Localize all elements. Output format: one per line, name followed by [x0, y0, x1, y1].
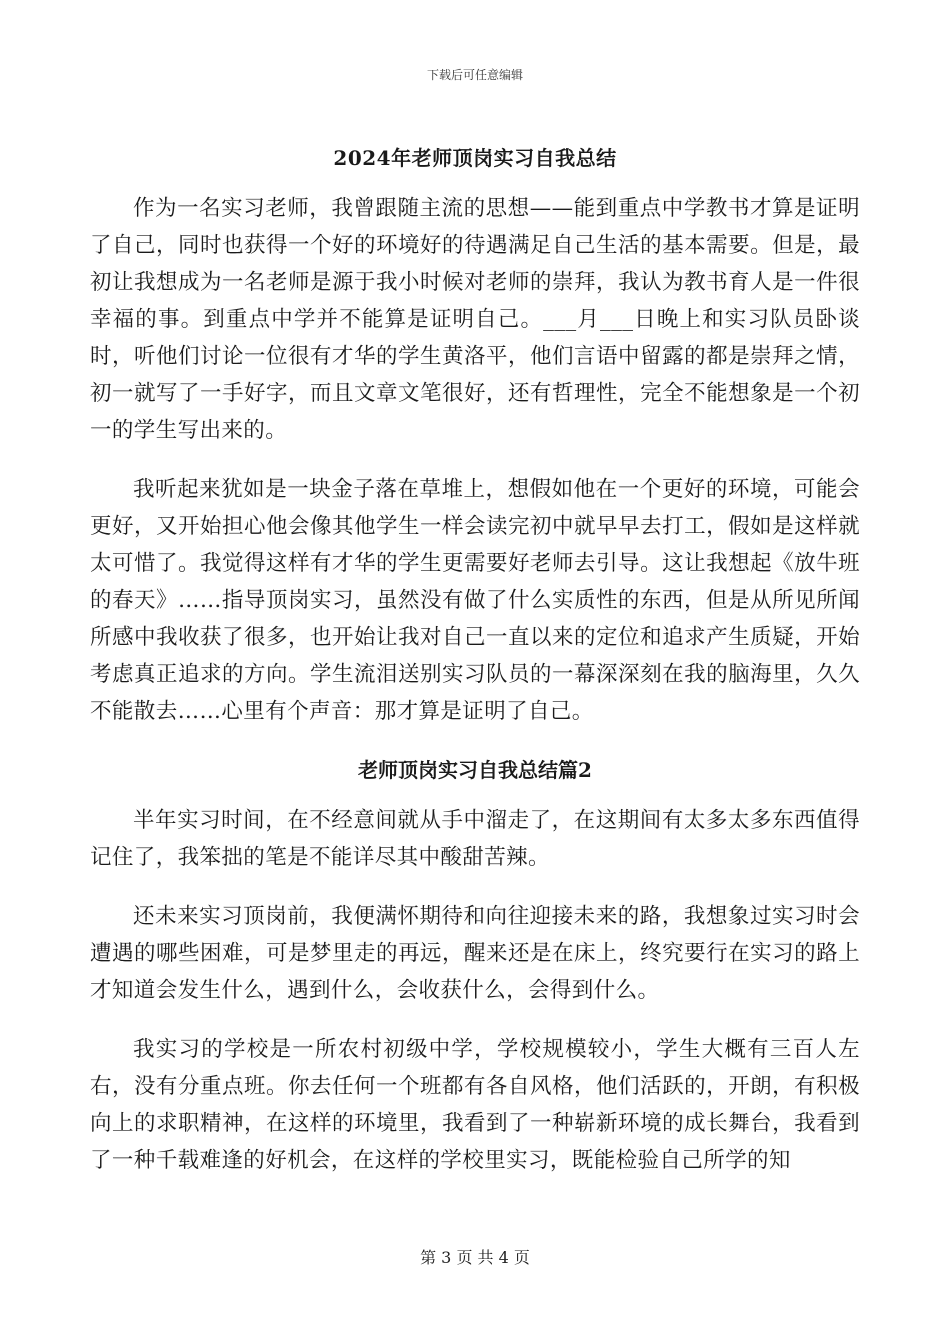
- document-title: 2024年老师顶岗实习自我总结: [333, 146, 617, 170]
- section-title: 老师顶岗实习自我总结篇2: [358, 758, 592, 782]
- paragraph: 半年实习时间，在不经意间就从手中溜走了，在这期间有太多太多东西值得记住了，我笨拙的笔是不能详尽其中酸甜苦辣。: [90, 808, 860, 870]
- paragraph: 还未来实习顶岗前，我便满怀期待和向往迎接未来的路，我想象过实习时会遭遇的哪些困难，可是梦里走的再远，醒来还是在床上，终究要行在实习的路上才知道会发生什么，遇到什么，会收获什么，会得到什么。: [90, 904, 860, 1003]
- document-body: [90, 140, 860, 1201]
- paragraph: 我实习的学校是一所农村初级中学，学校规模较小，学生大概有三百人左右，没有分重点班。你去任何一个班都有各自风格，他们活跃的，开朗，有积极向上的求职精神，在这样的环境里，我看到了一种崭新环境的成长舞台，我看到了一种千载难逢的好机会，在这样的学校里实习，既能检验自己所学的知: [90, 1037, 860, 1173]
- page-number: 第 3 页 共 4 页: [420, 1248, 530, 1267]
- header-note: 下载后可任意编辑: [426, 68, 523, 82]
- paragraph: 我听起来犹如是一块金子落在草堆上，想假如他在一个更好的环境，可能会更好，又开始担心他会像其他学生一样会读完初中就早早去打工，假如是这样就太可惜了。我觉得这样有才华的学生更需要好老师去引导。这让我想起《放牛班的春天》……指导顶岗实习，虽然没有做了什么实质性的东西，但是从所见所闻所感中我收获了很多，也开始让我对自己一直以来的定位和追求产生质疑，开始考虑真正追求的方向。学生流泪送别实习队员的一幕深深刻在我的脑海里，久久不能散去……心里有个声音：那才算是证明了自己。: [90, 477, 860, 724]
- paragraph: 作为一名实习老师，我曾跟随主流的思想——能到重点中学教书才算是证明了自己，同时也获得一个好的环境好的待遇满足自己生活的基本需要。但是，最初让我想成为一名老师是源于我小时候对老师的崇拜，我认为教书育人是一件很幸福的事。到重点中学并不能算是证明自己。___月___日晚上和实习队员卧谈时，听他们讨论一位很有才华的学生黄洛平，他们言语中留露的都是崇拜之情，初一就写了一手好字，而且文章文笔很好，还有哲理性，完全不能想象是一个初一的学生写出来的。: [90, 196, 860, 443]
